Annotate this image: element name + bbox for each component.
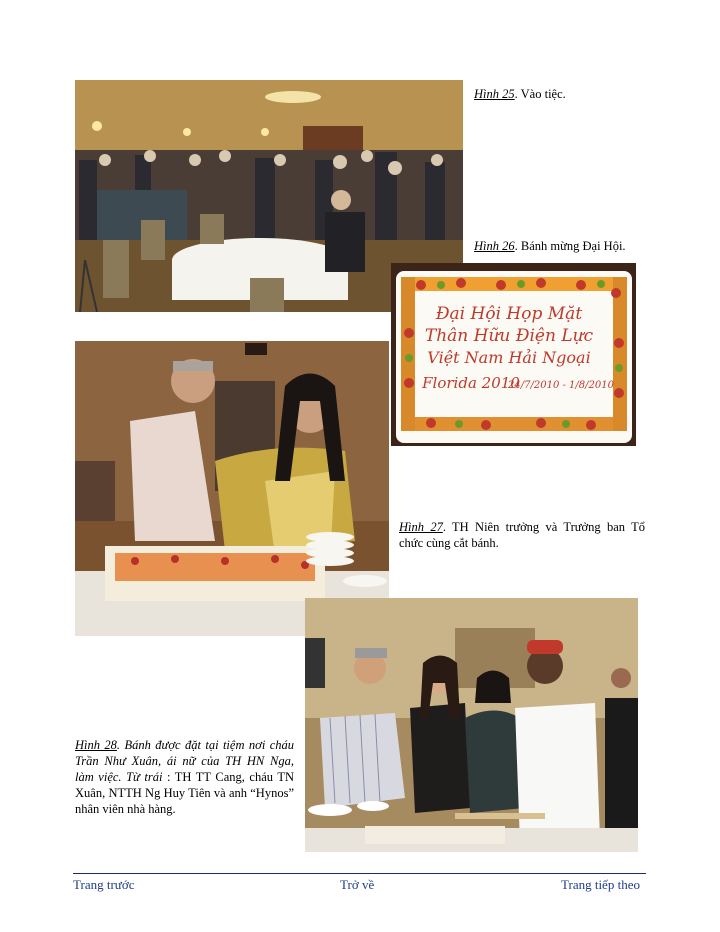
- cake-line-2: Thân Hữu Điện Lực: [424, 326, 594, 346]
- cake-line-3: Việt Nam Hải Ngoại: [427, 348, 591, 367]
- photo-cutting-cake: [75, 341, 389, 636]
- back-link[interactable]: Trở về: [340, 877, 375, 892]
- figure-label: Hình 25: [474, 87, 515, 101]
- figure-text: . Vào tiệc.: [514, 87, 566, 101]
- figure-label: Hình 27: [399, 520, 443, 534]
- figure-text-plain: : TH TT Cang, cháu TN Xuân, NTTH Ng Huy Tiên và anh “Hynos” nhân viên nhà hàng.: [75, 770, 294, 816]
- cake-line-1: Đại Hội Họp Mặt: [435, 304, 583, 324]
- figure-text-italic: . Bánh được đặt tại tiệm nơi cháu Trần Như Xuân, ái nữ của TH HN Nga, làm việc. Từ trái: [75, 738, 294, 784]
- caption-figure-26: [474, 238, 644, 254]
- figure-text: . TH Niên trưởng và Trưởng ban Tổ chức cùng cắt bánh.: [399, 520, 646, 550]
- figure-label: Hình 28: [75, 738, 117, 752]
- photo-cake-closeup: [391, 263, 636, 446]
- prev-page-link[interactable]: Trang trước: [73, 877, 135, 892]
- footer-divider: [73, 873, 646, 874]
- photo-group-with-chef: [305, 598, 638, 852]
- caption-figure-28: [75, 737, 294, 817]
- caption-figure-25: [474, 86, 644, 102]
- figure-label: Hình 26: [474, 239, 515, 253]
- cake-line-4: Florida 2010: [422, 374, 520, 392]
- figure-text: . Bánh mừng Đại Hội.: [514, 239, 626, 253]
- cake-line-5: 24/7/2010 - 1/8/2010: [508, 380, 614, 391]
- caption-figure-27: [399, 519, 645, 551]
- next-page-link[interactable]: Trang tiếp theo: [561, 877, 640, 892]
